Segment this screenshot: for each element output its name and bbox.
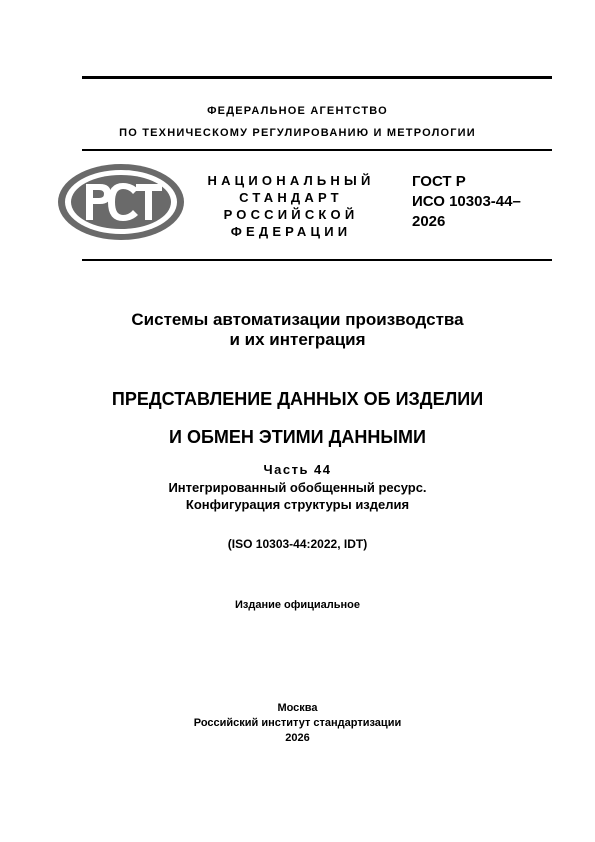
imprint bbox=[0, 701, 595, 746]
series-title-line-2: и их интеграция bbox=[229, 330, 366, 349]
gost-r-certification-mark-icon bbox=[56, 162, 186, 242]
designation-line-1: ГОСТ Р bbox=[412, 173, 466, 190]
designation-line-2: ИСО 10303-44– bbox=[412, 193, 521, 210]
imprint-city: Москва bbox=[277, 702, 318, 714]
part-title-line-1: Интегрированный обобщенный ресурс. bbox=[168, 480, 427, 495]
series-title bbox=[0, 310, 595, 350]
national-standard-line-1: НАЦИОНАЛЬНЫЙ bbox=[207, 173, 375, 188]
imprint-year: 2026 bbox=[285, 732, 310, 744]
main-title-line-2: И ОБМЕН ЭТИМИ ДАННЫМИ bbox=[169, 427, 426, 447]
part-title bbox=[0, 479, 595, 513]
header-rule bbox=[82, 149, 552, 151]
series-title-line-1: Системы автоматизации производства bbox=[131, 310, 464, 329]
iso-reference: (ISO 10303-44:2022, IDT) bbox=[227, 537, 368, 551]
part-number: Часть 44 bbox=[263, 462, 332, 477]
national-standard-line-2: СТАНДАРТ bbox=[239, 190, 343, 205]
national-standard-line-4: ФЕДЕРАЦИИ bbox=[230, 224, 352, 239]
agency-line-2: ПО ТЕХНИЧЕСКОМУ РЕГУЛИРОВАНИЮ И МЕТРОЛОГИИ bbox=[119, 127, 476, 139]
agency-line-1: ФЕДЕРАЛЬНОЕ АГЕНТСТВО bbox=[207, 105, 388, 117]
national-standard-label bbox=[196, 172, 386, 240]
imprint-publisher: Российский институт стандартизации bbox=[193, 717, 402, 729]
national-standard-line-3: РОССИЙСКОЙ bbox=[223, 207, 359, 222]
top-rule bbox=[82, 76, 552, 79]
standard-designation bbox=[412, 172, 562, 232]
part-title-line-2: Конфигурация структуры изделия bbox=[185, 497, 410, 512]
designation-line-3: 2026 bbox=[412, 213, 446, 230]
logo-rule bbox=[82, 259, 552, 261]
edition-note: Издание официальное bbox=[234, 599, 361, 611]
main-title-line-1: ПРЕДСТАВЛЕНИЕ ДАННЫХ ОБ ИЗДЕЛИИ bbox=[111, 389, 484, 409]
